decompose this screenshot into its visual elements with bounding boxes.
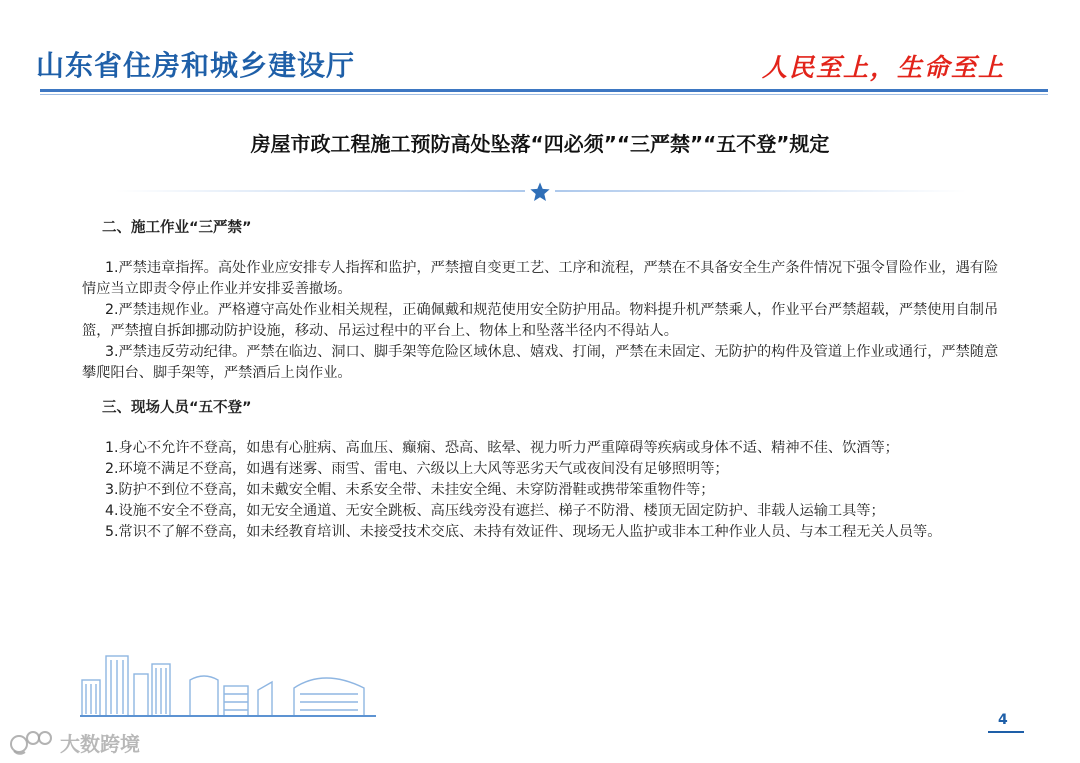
star-icon (529, 181, 551, 203)
section-three-prohibitions (82, 218, 1012, 384)
title-divider-right (555, 190, 967, 192)
paragraph: 3.严禁违反劳动纪律。严禁在临边、洞口、脚手架等危险区域休息、嬉戏、打闹，严禁在未固定、无防护的构件及管道上作业或通行，严禁随意攀爬阳台、脚手架等，严禁酒后上岗作业。 (82, 344, 999, 381)
paragraph: 1.身心不允许不登高，如患有心脏病、高血压、癫痫、恐高、眩晕、视力听力严重障碍等疾病或身体不适、精神不佳、饮酒等； (105, 440, 899, 456)
paragraph: 1.严禁违章指挥。高处作业应安排专人指挥和监护，严禁擅自变更工艺、工序和流程，严禁在不具备安全生产条件情况下强令冒险作业，遇有险情应当立即责令停止作业并安排妥善撤场。 (82, 260, 999, 297)
document-body (82, 218, 1012, 543)
watermark (8, 727, 140, 757)
section-five-no-climb (82, 398, 1012, 543)
section-heading: 二、施工作业“三严禁” (102, 220, 252, 236)
header-rule (40, 89, 1048, 92)
watermark-text: 大数跨境 (60, 731, 140, 756)
slogan: 人民至上，生命至上 (762, 53, 1006, 82)
title-divider-left (115, 190, 525, 192)
document-title: 房屋市政工程施工预防高处坠落“四必须”“三严禁”“五不登”规定 (250, 132, 830, 156)
header-rule-thin (40, 94, 1048, 95)
city-skyline-icon (80, 650, 380, 718)
paragraph: 4.设施不安全不登高，如无安全通道、无安全跳板、高压线旁没有遮拦、梯子不防滑、楼顶无固定防护、非载人运输工具等； (105, 503, 885, 519)
paragraph: 5.常识不了解不登高，如未经教育培训、未接受技术交底、未持有效证件、现场无人监护或非本工种作业人员、与本工程无关人员等。 (105, 524, 942, 540)
section-heading: 三、现场人员“五不登” (102, 400, 252, 416)
watermark-logo-icon (8, 727, 54, 757)
page-number-rule (988, 731, 1024, 733)
paragraph: 2.严禁违规作业。严格遵守高处作业相关规程，正确佩戴和规范使用安全防护用品。物料提升机严禁乘人，作业平台严禁超载，严禁使用自制吊篮，严禁擅自拆卸挪动防护设施，移动、吊运过程中的平台上、物体上和坠落半径内不得站人。 (82, 302, 999, 339)
organization-title: 山东省住房和城乡建设厅 (36, 49, 356, 82)
paragraph: 3.防护不到位不登高，如未戴安全帽、未系安全带、未挂安全绳、未穿防滑鞋或携带笨重物件等； (105, 482, 715, 498)
paragraph: 2.环境不满足不登高，如遇有迷雾、雨雪、雷电、六级以上大风等恶劣天气或夜间没有足够照明等； (105, 461, 729, 477)
page-number: 4 (998, 712, 1008, 728)
